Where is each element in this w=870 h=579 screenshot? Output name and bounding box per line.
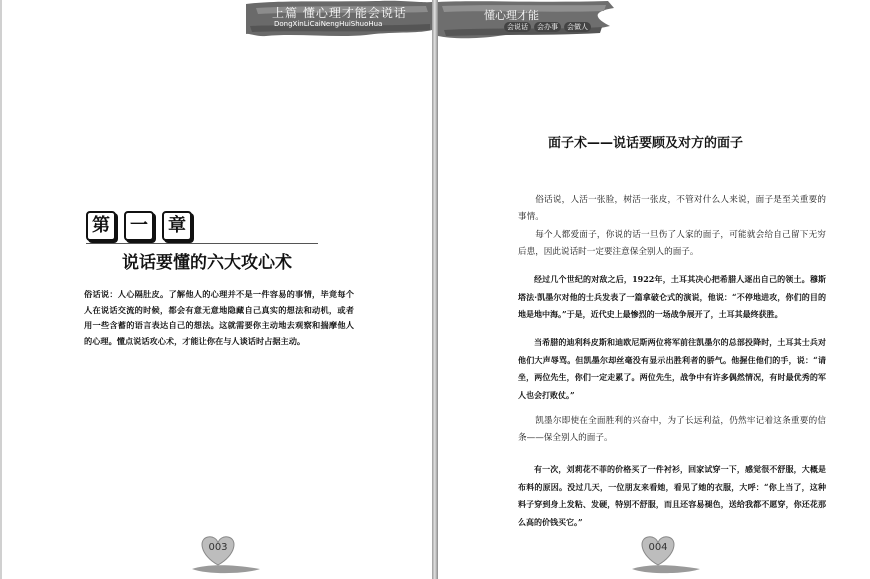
page-number-text: 003: [208, 542, 228, 553]
heart-page-icon: [186, 533, 266, 577]
running-header-title: 懂心理才能: [484, 9, 539, 22]
chapter-title: 说话要懂的六大攻心术: [122, 253, 292, 273]
section-title: 面子术——说话要顾及对方的面子: [548, 136, 744, 151]
chapter-box-3: 章: [162, 211, 192, 241]
right-header: [438, 0, 618, 46]
chapter-number: [86, 211, 192, 241]
page-number-text: 004: [648, 542, 668, 553]
paragraph: 俗话说，人活一张脸，树活一张皮，不管对什么人来说，面子是至关重要的事情。: [518, 195, 826, 222]
left-page: [0, 0, 432, 579]
chapter-box-1: 第: [86, 211, 116, 241]
paragraph: 经过几个世纪的对敌之后，1922年，土耳其决心把希腊人逐出自己的领土。穆斯塔法·凯墨尔对他的士兵发表了一篇拿破仑式的演说，他说：“不停地进攻，你们的目的地是地中海。”于是，近代史上最惨烈的一场战争展开了，土耳其最终获胜。: [518, 274, 826, 319]
right-page: [438, 0, 870, 579]
chapter-intro: 俗话说：人心隔肚皮。了解他人的心理并不是一件容易的事情，毕竟每个人在说话交流的时候，都会有意无意地隐藏自己真实的想法和动机，或者用一些含蓄的语言表达自己的想法。这就需要你主动地去观察和揣摩他人的心理。懂点说话攻心术，才能让你在与人谈话时占据主动。: [84, 289, 354, 346]
left-header: [246, 0, 432, 46]
chapter-box-2: 一: [124, 211, 154, 241]
header-tag: 会说话: [504, 22, 531, 32]
header-tag: 会办事: [534, 22, 561, 32]
running-header-tags: [504, 22, 591, 32]
page-number-right: [626, 533, 706, 577]
chapter-divider: [86, 243, 318, 244]
header-tag: 会做人: [564, 22, 591, 32]
running-header-pinyin: DongXinLiCaiNengHuiShuoHua: [274, 20, 383, 28]
heart-page-icon: [626, 533, 706, 577]
paragraph: 每个人都爱面子，你说的话一旦伤了人家的面子，可能就会给自己留下无穷后患，因此说话时一定要注意保全别人的面子。: [518, 230, 826, 257]
running-header-title: 上篇 懂心理才能会说话: [272, 6, 407, 20]
paragraph: 当希腊的迪利科皮斯和迪欧尼斯两位将军前往凯墨尔的总部投降时，土耳其士兵对他们大声辱骂。但凯墨尔却丝毫没有显示出胜利者的骄气。他握住他们的手，说：“请坐，两位先生，你们一定走累了。两位先生，战争中有许多偶然情况，有时最优秀的军人也会打败仗。”: [518, 337, 826, 400]
page-number-left: [186, 533, 266, 577]
paragraph: 凯墨尔即使在全面胜利的兴奋中，为了长远利益，仍然牢记着这条重要的信条——保全别人的面子。: [518, 416, 826, 443]
paragraph: 有一次，刘莉花不菲的价格买了一件衬衫，回家试穿一下，感觉很不舒服，大概是布料的原因。没过几天，一位朋友来看她，看见了她的衣服，大呼：“你上当了，这种料子穿到身上发粘、发硬，特别不舒服，而且还容易褪色，送给我都不愿穿，你还花那么高的价钱买它。”: [518, 464, 826, 527]
